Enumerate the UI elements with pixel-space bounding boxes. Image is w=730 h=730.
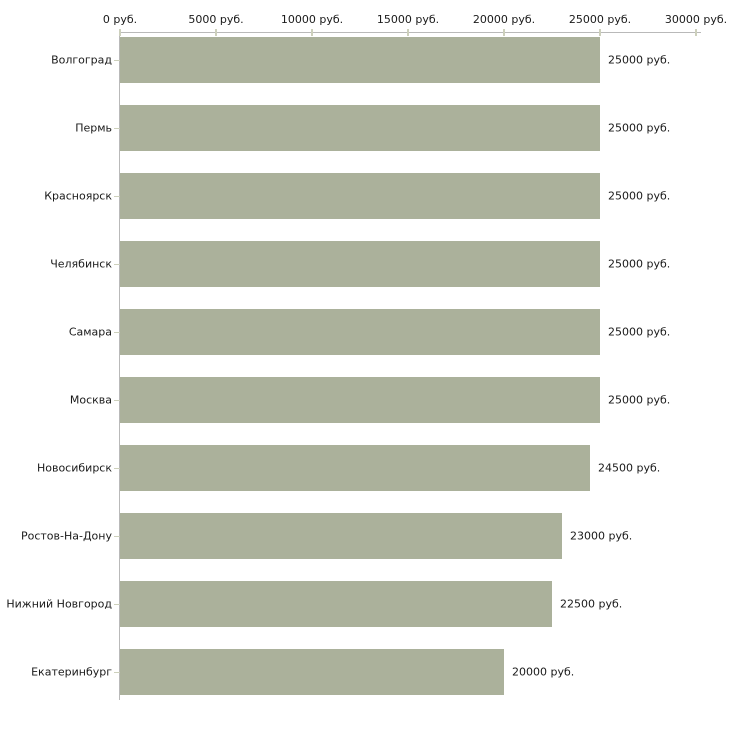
x-axis-tick-mark — [695, 29, 697, 36]
category-label: Челябинск — [50, 257, 112, 271]
x-axis-tick-mark — [407, 29, 409, 36]
x-axis-tick-label: 0 руб. — [102, 13, 138, 26]
value-label: 25000 руб. — [608, 121, 671, 135]
bar — [120, 241, 600, 287]
category-label: Ростов-На-Дону — [20, 529, 112, 543]
category-label: Нижний Новгород — [6, 597, 112, 611]
category-label: Екатеринбург — [31, 665, 112, 679]
value-label: 20000 руб. — [512, 665, 575, 679]
category-label: Пермь — [75, 121, 112, 135]
category-label: Самара — [68, 325, 112, 339]
value-label: 25000 руб. — [608, 325, 671, 339]
bar — [120, 377, 600, 423]
x-axis-tick-mark — [119, 29, 121, 36]
x-axis-tick-mark — [503, 29, 505, 36]
bar — [120, 581, 552, 627]
bar — [120, 445, 590, 491]
x-axis-line — [119, 32, 701, 33]
x-axis-tick-label: 30000 руб. — [664, 13, 728, 26]
bar — [120, 513, 562, 559]
x-axis-tick-mark — [599, 29, 601, 36]
value-label: 24500 руб. — [598, 461, 661, 475]
value-label: 22500 руб. — [560, 597, 623, 611]
category-label: Красноярск — [44, 189, 112, 203]
x-axis-tick-label: 20000 руб. — [472, 13, 536, 26]
bar — [120, 37, 600, 83]
category-label: Волгоград — [51, 53, 112, 67]
x-axis-tick-mark — [311, 29, 313, 36]
bar — [120, 309, 600, 355]
x-axis-tick-mark — [215, 29, 217, 36]
value-label: 25000 руб. — [608, 189, 671, 203]
value-label: 25000 руб. — [608, 257, 671, 271]
category-label: Москва — [69, 393, 112, 407]
x-axis-tick-label: 5000 руб. — [188, 13, 244, 26]
bar — [120, 649, 504, 695]
value-label: 23000 руб. — [570, 529, 633, 543]
x-axis-tick-label: 15000 руб. — [376, 13, 440, 26]
bar — [120, 105, 600, 151]
bar — [120, 173, 600, 219]
category-label: Новосибирск — [36, 461, 112, 475]
value-label: 25000 руб. — [608, 393, 671, 407]
value-label: 25000 руб. — [608, 53, 671, 67]
x-axis-tick-label: 10000 руб. — [280, 13, 344, 26]
x-axis-tick-label: 25000 руб. — [568, 13, 632, 26]
